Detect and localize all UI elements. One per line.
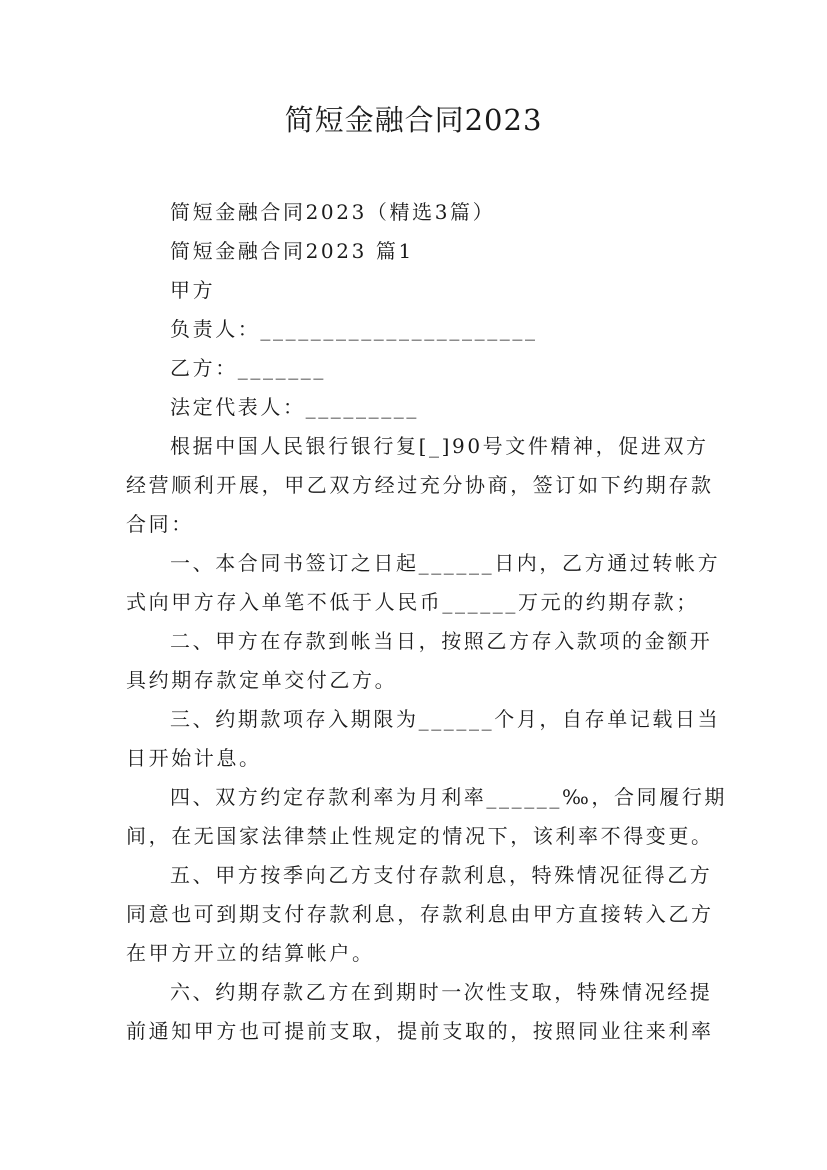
clause-6-line: 六、约期存款乙方在到期时一次性支取，特殊情况经提 (170, 980, 713, 1004)
section-heading: 简短金融合同2023 篇1 (170, 239, 414, 263)
intro-paragraph-line: 经营顺利开展，甲乙双方经过充分协商，签订如下约期存款 (126, 473, 714, 497)
document-subtitle: 简短金融合同2023（精选3篇） (170, 200, 496, 224)
clause-3-line: 三、约期款项存入期限为______个月，自存单记载日当 (170, 707, 721, 731)
clause-2-line: 具约期存款定单交付乙方。 (126, 668, 398, 692)
clause-5-line: 同意也可到期支付存款利息，存款利息由甲方直接转入乙方 (126, 902, 714, 926)
party-b-label: 乙方：_______ (170, 356, 326, 380)
clause-5-line: 在甲方开立的结算帐户。 (126, 941, 375, 965)
clause-1-line: 式向甲方存入单笔不低于人民币______万元的约期存款； (126, 590, 699, 614)
clause-3-line: 日开始计息。 (126, 746, 262, 770)
party-a-representative: 负责人：______________________ (170, 317, 538, 341)
intro-paragraph-line: 根据中国人民银行银行复[_]90号文件精神，促进双方 (170, 434, 709, 458)
clause-1-line: 一、本合同书签订之日起______日内，乙方通过转帐方 (170, 551, 721, 575)
clause-6-line: 前通知甲方也可提前支取，提前支取的，按照同业往来利率 (126, 1019, 714, 1043)
clause-5-line: 五、甲方按季向乙方支付存款利息，特殊情况征得乙方 (170, 863, 713, 887)
intro-paragraph-line: 合同： (126, 512, 194, 536)
party-a-label: 甲方 (170, 278, 216, 302)
clause-2-line: 二、甲方在存款到帐当日，按照乙方存入款项的金额开 (170, 629, 713, 653)
party-b-representative: 法定代表人：_________ (170, 395, 419, 419)
document-title: 简短金融合同2023 (284, 103, 543, 137)
clause-4-line: 间，在无国家法律禁止性规定的情况下，该利率不得变更。 (126, 824, 714, 848)
clause-4-line: 四、双方约定存款利率为月利率______‰，合同履行期 (170, 785, 728, 809)
